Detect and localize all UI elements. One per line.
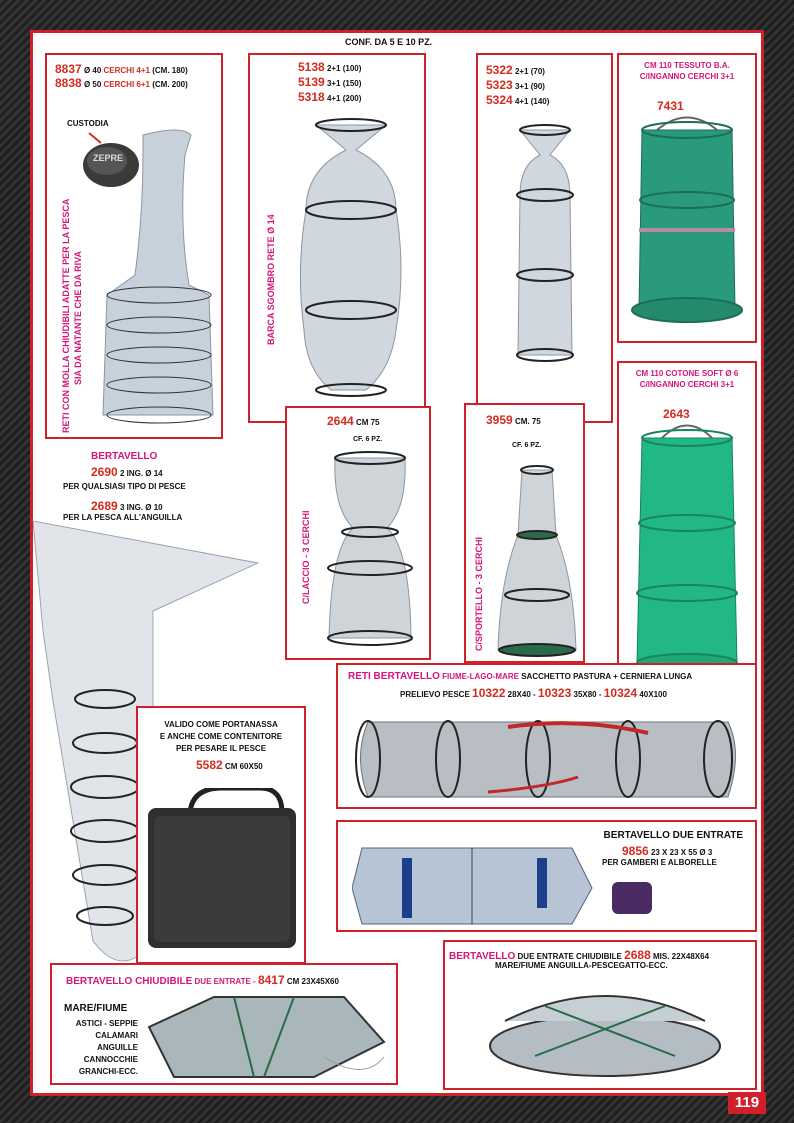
chiudibile1-box	[50, 963, 398, 1085]
due-entrate-title: BERTAVELLO DUE ENTRATE	[603, 830, 743, 841]
item1-vertical1: RETI CON MOLLA CHIUDIBILI ADATTE PER LA PESCA	[61, 198, 71, 433]
due-entrate-desc: PER GAMBERI E ALBORELLE	[602, 858, 717, 867]
chiudibile1-net-image	[144, 987, 394, 1083]
item3-code1: 5322	[486, 63, 513, 77]
item1-row2	[55, 76, 188, 90]
reti-bertavello-subtitle: FIUME-LAGO-MARE	[442, 672, 519, 681]
due-entrate-row	[622, 844, 712, 858]
item3-row3	[486, 93, 549, 107]
item3-code3: 5324	[486, 93, 513, 107]
item1-diam2: Ø 50	[83, 80, 102, 89]
portanassa-box	[136, 706, 306, 964]
item1-label1: CERCHI 4+1	[103, 66, 150, 75]
item7-box	[464, 403, 585, 663]
item2-row1	[298, 60, 361, 74]
item5-box	[617, 361, 757, 683]
item4-title2	[619, 72, 755, 81]
item4-title2-text: C/INGANNO CERCHI 3+1	[639, 72, 735, 81]
item3-row2	[486, 78, 545, 92]
chiudibile1-desc: DUE ENTRATE -	[194, 977, 256, 986]
due-entrate-size: 23 X 23 X 55 Ø 3	[650, 848, 713, 857]
item1-diam1: Ø 40	[83, 66, 102, 75]
portanassa-bag-image	[142, 788, 302, 958]
reti-bertavello-size3: 40X100	[639, 690, 667, 699]
item3-keepnet-image	[490, 115, 600, 365]
chiudibile2-line2: MARE/FIUME ANGUILLA-PESCEGATTO-ECC.	[495, 961, 668, 970]
item3-spec3: 4+1 (140)	[514, 97, 550, 106]
item1-vertical2: SIA DA NATANTE CHE DA RIVA	[73, 251, 83, 385]
reti-bertavello-size1: 28X40	[507, 690, 531, 699]
item1-code2: 8838	[55, 76, 82, 90]
due-entrate-bag-image	[608, 878, 658, 918]
item5-code: 2643	[663, 407, 690, 421]
reti-bertavello-code1: 10322	[472, 686, 506, 700]
portanassa-line3: PER PESARE IL PESCE	[175, 744, 267, 753]
chiudibile2-code: 2688	[624, 948, 651, 962]
chiudibile2-net-image	[485, 976, 725, 1086]
reti-bertavello-image	[348, 697, 748, 807]
portanassa-line1: VALIDO COME PORTANASSA	[164, 720, 278, 729]
reti-bertavello-desc1: SACCHETTO PASTURA + CERNIERA LUNGA	[521, 672, 693, 681]
due-entrate-code: 9856	[622, 844, 649, 858]
item1-keepnet-image	[81, 115, 221, 425]
portanassa-line2: E ANCHE COME CONTENITORE	[159, 732, 283, 741]
item3-spec2: 3+1 (90)	[514, 82, 545, 91]
portanassa-code: 5582	[196, 758, 223, 772]
bertavello-title	[91, 451, 157, 462]
item5-title1	[619, 369, 755, 378]
item4-code: 7431	[657, 99, 684, 113]
item2-vertical: BARCA SGOMBRO RETE Ø 14	[266, 214, 276, 345]
item3-spec1: 2+1 (70)	[514, 67, 545, 76]
item2-box	[248, 53, 426, 423]
catalog-page	[30, 30, 764, 1096]
item6-keepnet-image	[315, 448, 425, 648]
bertavello-desc2: PER LA PESCA ALL'ANGUILLA	[63, 513, 183, 522]
chiudibile1-title: BERTAVELLO CHIUDIBILE	[66, 976, 193, 987]
item2-spec3: 4+1 (200)	[326, 94, 362, 103]
item2-code3: 5318	[298, 90, 325, 104]
item7-pack: CF. 6 PZ.	[512, 442, 542, 449]
item2-spec2: 3+1 (150)	[326, 79, 362, 88]
item6-len: CM 75	[355, 418, 380, 427]
chiudibile1-sub: MARE/FIUME	[64, 1003, 128, 1014]
item1-len1: (CM. 180)	[152, 66, 188, 75]
portanassa-row	[196, 758, 263, 772]
due-entrate-net-image	[352, 828, 602, 928]
item6-pack: CF. 6 PZ.	[353, 436, 383, 443]
bertavello-row1	[91, 465, 163, 479]
reti-bertavello-size2: 35X80	[573, 690, 597, 699]
item5-keepnet-image	[627, 413, 747, 673]
item1-len2: (CM. 200)	[152, 80, 188, 89]
bertavello-desc1: PER QUALSIASI TIPO DI PESCE	[63, 482, 186, 491]
item4-keepnet-image	[627, 110, 747, 340]
chiudibile1-list1: ASTICI - SEPPIE	[75, 1019, 138, 1028]
item7-len: CM. 75	[514, 417, 541, 426]
item7-code: 3959	[486, 413, 513, 427]
bertavello-row2	[91, 499, 163, 513]
reti-bertavello-code2: 10323	[537, 686, 572, 700]
header-conf: CONF. DA 5 E 10 PZ.	[345, 37, 433, 47]
chiudibile1-list3: ANGUILLE	[97, 1043, 138, 1052]
item6-vertical: C/LACCIO - 3 CERCHI	[301, 510, 311, 604]
chiudibile2-title: BERTAVELLO	[449, 951, 516, 962]
item4-title1	[619, 61, 755, 70]
item2-code2: 5139	[298, 75, 325, 89]
chiudibile1-title-row	[66, 973, 339, 987]
chiudibile1-list5: GRANCHI-ECC.	[78, 1067, 138, 1076]
item4-title1-text: CM 110 TESSUTO B.A.	[644, 61, 730, 70]
item1-case-label: CUSTODIA	[67, 119, 109, 128]
item2-keepnet-image	[286, 110, 416, 410]
reti-bertavello-title: RETI BERTAVELLO	[348, 671, 440, 682]
chiudibile2-size: MIS. 22X48X64	[653, 952, 710, 961]
reti-bertavello-sizes: PRELIEVO PESCE 10322 28X40 - 10323 35X80 - 10324 40X100	[400, 686, 667, 700]
item2-row3	[298, 90, 361, 104]
reti-bertavello-code3: 10324	[603, 686, 638, 700]
item6-header	[327, 414, 380, 428]
item1-row1	[55, 62, 188, 76]
item3-box	[476, 53, 613, 423]
item2-spec1: 2+1 (100)	[326, 64, 362, 73]
page-number: 119	[728, 1092, 766, 1114]
item3-code2: 5323	[486, 78, 513, 92]
chiudibile1-list2: CALAMARI	[95, 1031, 138, 1040]
item6-code: 2644	[327, 414, 354, 428]
item1-case-brand: ZEPRE	[93, 153, 124, 163]
item1-code1: 8837	[55, 62, 82, 76]
reti-bertavello-box	[336, 663, 757, 809]
item5-title1-text: CM 110 COTONE SOFT Ø 6	[635, 369, 739, 378]
bertavello-spec1: 2 ING. Ø 14	[119, 469, 163, 478]
chiudibile1-size: CM 23X45X60	[286, 977, 339, 986]
bertavello-code2: 2689	[91, 499, 118, 513]
chiudibile2-title-row	[449, 948, 709, 962]
bertavello-title-text: BERTAVELLO	[91, 451, 158, 462]
item1-label2: CERCHI 6+1	[103, 80, 150, 89]
chiudibile1-code: 8417	[257, 973, 285, 987]
item6-box	[285, 406, 431, 660]
portanassa-size: CM 60X50	[224, 762, 263, 771]
due-entrate-box	[336, 820, 757, 932]
item5-title2	[619, 380, 755, 389]
chiudibile2-box	[443, 940, 757, 1090]
bertavello-spec2: 3 ING. Ø 10	[119, 503, 163, 512]
chiudibile2-desc: DUE ENTRATE CHIUDIBILE	[517, 952, 622, 961]
item4-box	[617, 53, 757, 343]
item7-keepnet-image	[492, 460, 582, 660]
item1-box	[45, 53, 223, 439]
item2-row2	[298, 75, 361, 89]
reti-bertavello-title-row	[348, 671, 692, 682]
chiudibile1-list4: CANNOCCHIE	[83, 1055, 138, 1064]
item7-header	[486, 413, 541, 427]
item3-row1	[486, 63, 545, 77]
bertavello-code1: 2690	[91, 465, 118, 479]
item5-title2-text: C/INGANNO CERCHI 3+1	[639, 380, 735, 389]
item7-vertical: C/SPORTELLO - 3 CERCHI	[474, 536, 484, 651]
item2-code1: 5138	[298, 60, 325, 74]
reti-bertavello-desc2: PRELIEVO PESCE	[400, 690, 470, 699]
